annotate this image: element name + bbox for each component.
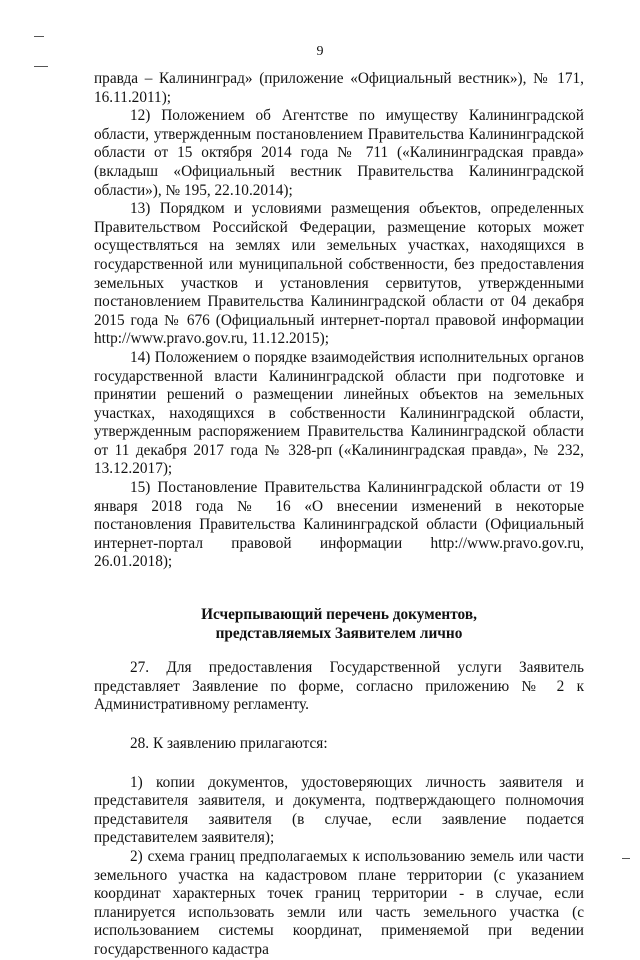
list-item-1: 1) копии документов, удостоверяющих личность заявителя и представителя заявителя, и документа, подтверждающего полномочия представителя заявителя (в случае, если заявление подается представителем заявителя); xyxy=(94,773,584,847)
paragraph-item-15: 15) Постановление Правительства Калининградской области от 19 января 2018 года № 16 «О внесении изменений в некоторые постановления Правительства Калининградской области (Официальный интернет-портал правовой информации http://www.pravo.gov.ru, 26.01.2018); xyxy=(94,479,584,571)
page-number: 9 xyxy=(316,44,324,59)
section-heading-line-2: представляемых Заявителем лично xyxy=(215,624,463,642)
scan-mark-top-left xyxy=(34,36,44,37)
paragraph-item-14: 14) Положением о порядке взаимодействия исполнительных органов государственной власти Калининградской области при подготовке и принятии решений о размещении линейных объектов на земельных участках, находящихся в собственности Калининградской области, утвержденным распоряжением Правительства Калининградской области от 11 декабря 2017 года № 328-рп («Калининградская правда», № 232, 13.12.2017); xyxy=(94,348,584,478)
section-heading-line-1: Исчерпывающий перечень документов, xyxy=(201,606,477,624)
paragraph-28: 28. К заявлению прилагаются: xyxy=(130,735,328,752)
paragraph-item-12: 12) Положением об Агентстве по имуществу Калининградской области, утвержденным постановлением Правительства Калининградской области от 15 октября 2014 года № 711 («Калининградская правда» (вкладыш «Официальный вестник Правительства Калининградской области»), № 195, 22.10.2014); xyxy=(94,107,584,199)
list-item-2: 2) схема границ предполагаемых к использованию земель или части земельного участка на кадастровом плане территории (с указанием координат характерных точек границ территории - в случае, если планируется использовать земли или часть земельного участка (с использованием системы координат, применяемой при ведении государственного кадастра xyxy=(94,847,584,958)
section-heading xyxy=(94,606,584,643)
scan-mark-left xyxy=(34,66,48,67)
scan-mark-bottom-right xyxy=(622,858,630,859)
document-body xyxy=(94,70,584,960)
paragraph-item-13: 13) Порядком и условиями размещения объектов, определенных Правительством Российской Федерации, размещение которых может осуществляться на землях или земельных участках, находящихся в государственной или муниципальной собственности, без предоставления земельных участков и установления сервитутов, утвержденными постановлением Правительства Калининградской области от 04 декабря 2015 года № 676 (Официальный интернет-портал правовой информации http://www.pravo.gov.ru, 11.12.2015); xyxy=(94,200,584,348)
paragraph-27: 27. Для предоставления Государственной услуги Заявитель представляет Заявление по форме, согласно приложению № 2 к Административному регламенту. xyxy=(94,659,584,714)
paragraph-11-continuation: правда – Калининград» (приложение «Официальный вестник»), № 171, 16.11.2011); xyxy=(94,70,584,106)
